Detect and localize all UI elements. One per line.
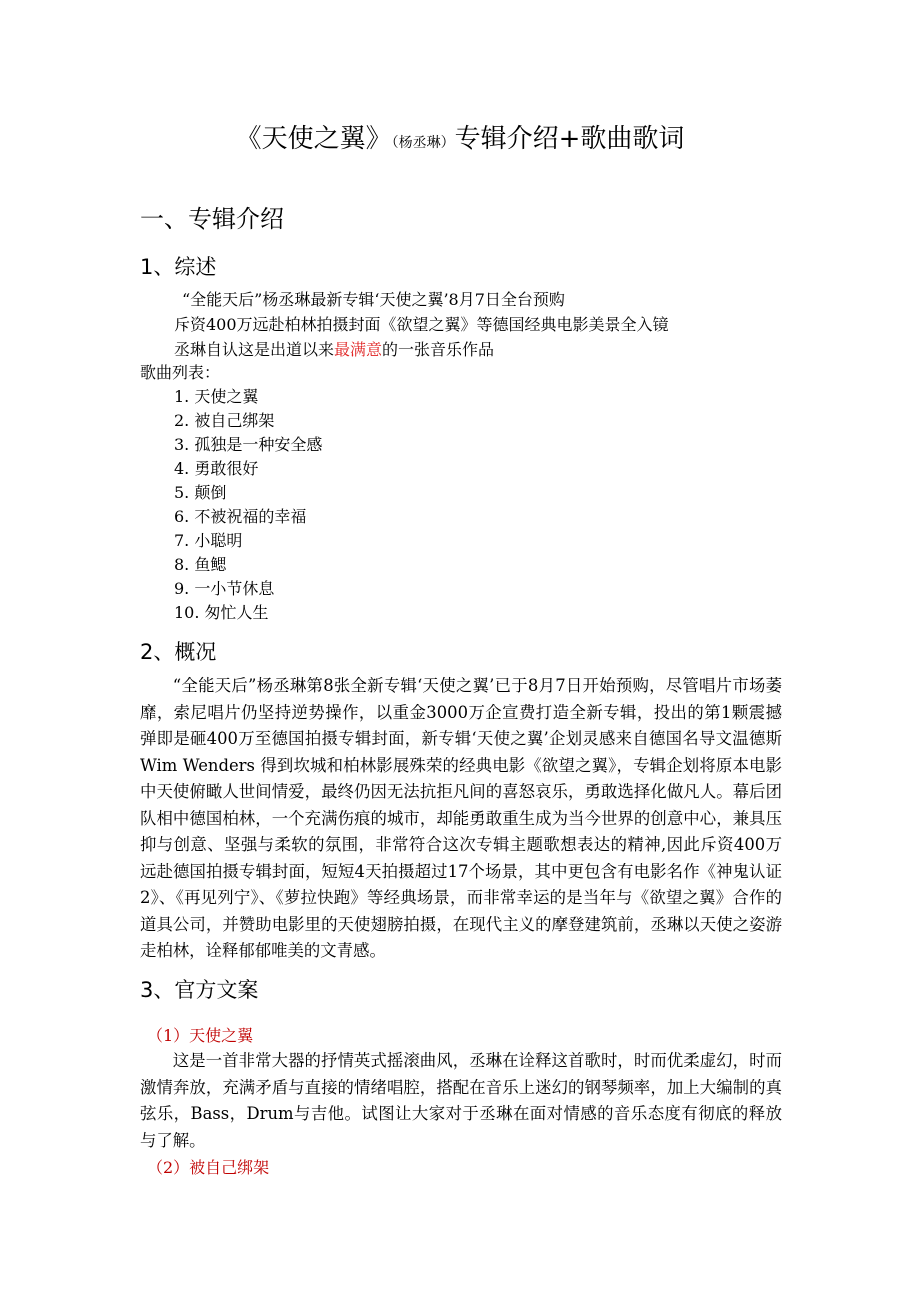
intro-line3-start: 丞琳自认这是出道以来 — [174, 340, 335, 359]
song-item: 8. 鱼鳃 — [174, 555, 227, 574]
heading-summary: 1、综述 — [140, 255, 217, 279]
title-artist: （杨丞琳） — [391, 135, 455, 151]
song-item: 10. 匆忙人生 — [174, 603, 269, 622]
subheading-song-2: （2）被自己绑架 — [147, 1158, 270, 1177]
songlist-label: 歌曲列表： — [140, 363, 221, 382]
intro-line — [174, 338, 494, 362]
song-item: 6. 不被祝福的幸福 — [174, 507, 307, 526]
song-item: 1. 天使之翼 — [174, 387, 259, 406]
song-item: 7. 小聪明 — [174, 531, 243, 550]
song-item: 5. 颠倒 — [174, 483, 227, 502]
song-item: 9. 一小节休息 — [174, 579, 275, 598]
heading-official-copy: 3、官方文案 — [140, 978, 259, 1002]
intro-line3-end: 的一张音乐作品 — [382, 340, 495, 359]
song-item: 3. 孤独是一种安全感 — [174, 435, 323, 454]
page-title — [0, 122, 920, 160]
intro-line: “全能天后”杨丞琳最新专辑‘天使之翼’8月7日全台预购 — [182, 290, 565, 309]
song-1-description: 这是一首非常大器的抒情英式摇滚曲风，丞琳在诠释这首歌时，时而优柔虚幻，时而激情奔放，充满矛盾与直接的情绪唱腔，搭配在音乐上迷幻的钢琴频率，加上大编制的真弦乐，Bass，Drum与吉他。试图让大家对于丞琳在面对情感的音乐态度有彻底的释放与了解。 — [140, 1051, 782, 1150]
title-main-close: 专辑介绍+歌曲歌词 — [454, 124, 685, 154]
subheading-song-1: （1）天使之翼 — [147, 1026, 254, 1045]
overview-paragraph: “全能天后”杨丞琳第8张全新专辑‘天使之翼’已于8月7日开始预购，尽管唱片市场萎靡，索尼唱片仍坚持逆势操作，以重金3000万企宣费打造全新专辑，投出的第1颗震撼弹即是砸400万至德国拍摄专辑封面，新专辑‘天使之翼’企划灵感来自德国名导文温德斯Wim Wenders 得到坎城和柏林影展殊荣的经典电影《欲望之翼》，专辑企划将原本电影中天使俯瞰人世间情爱，最终仍因无法抗拒凡间的喜怒哀乐，勇敢选择化做凡人。幕后团队相中德国柏林，一个充满伤痕的城市，却能勇敢重生成为当今世界的创意中心，兼具压抑与创意、坚强与柔软的氛围，非常符合这次专辑主题歌想表达的精神,因此斥资400万远赴德国拍摄专辑封面，短短4天拍摄超过17个场景，其中更包含有电影名作《神鬼认证2》、《再见列宁》、《萝拉快跑》等经典场景，而非常幸运的是当年与《欲望之翼》合作的道具公司，并赞助电影里的天使翅膀拍摄，在现代主义的摩登建筑前，丞琳以天使之姿游走柏林，诠释郁郁唯美的文青感。 — [140, 676, 782, 960]
section-heading-album-intro: 一、专辑介绍 — [140, 205, 284, 233]
title-main-open: 《天使之翼》 — [235, 124, 392, 154]
intro-line: 斥资400万远赴柏林拍摄封面《欲望之翼》等德国经典电影美景全入镜 — [174, 315, 669, 334]
heading-overview: 2、概况 — [140, 640, 217, 664]
highlight-text: 最满意 — [334, 340, 383, 359]
song-item: 2. 被自己绑架 — [174, 411, 275, 430]
song-item: 4. 勇敢很好 — [174, 459, 259, 478]
